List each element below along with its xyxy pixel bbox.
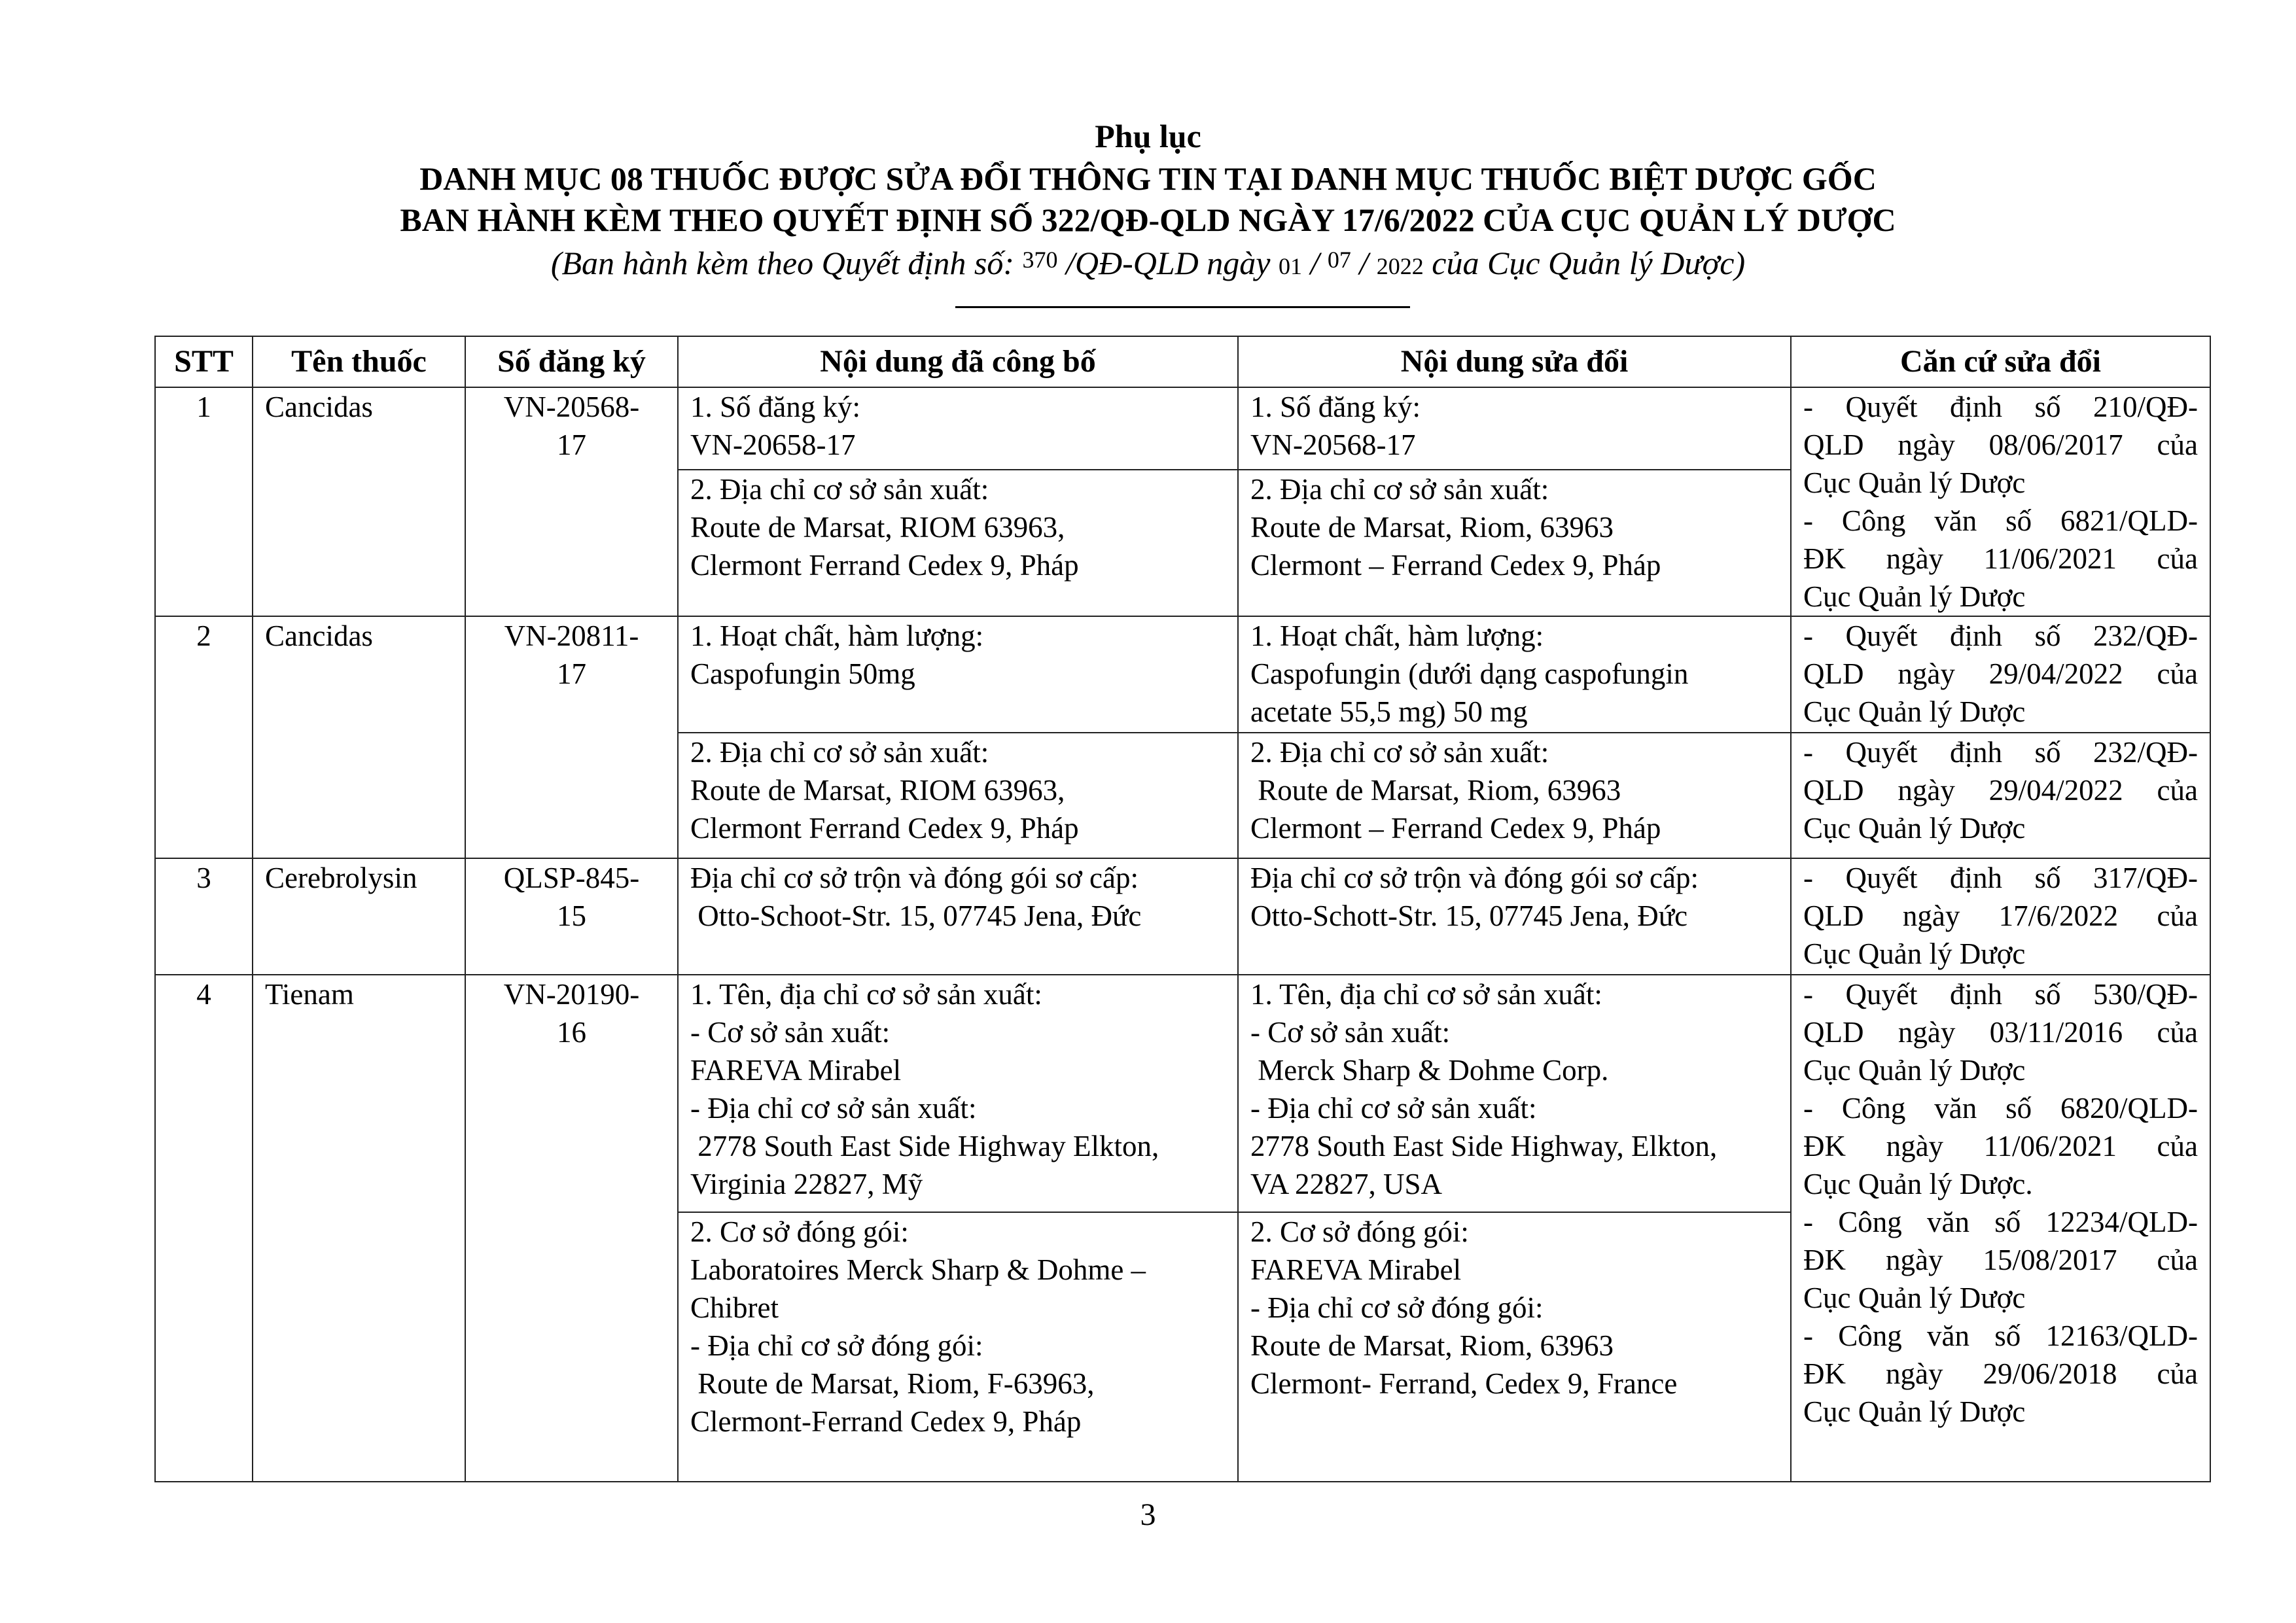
registration-number-line: VN-20190- [503, 978, 640, 1011]
basis-line: - Quyết định số 210/QĐ- [1803, 391, 2198, 423]
cell-stt: 2 [155, 616, 253, 858]
amended-content-line: VA 22827, USA [1250, 1168, 1442, 1200]
cell-published-content [678, 1212, 1238, 1482]
published-content-line: Virginia 22827, Mỹ [690, 1168, 923, 1200]
amended-content-line: acetate 55,5 mg) 50 mg [1250, 695, 1528, 728]
amended-content-line: Caspofungin (dưới dạng caspofungin [1250, 657, 1689, 690]
cell-drug-name: Cancidas [253, 616, 465, 858]
decision-year: 2022 [1376, 253, 1424, 279]
cell-registration-number [465, 858, 678, 975]
published-content-line: 1. Số đăng ký: [690, 391, 861, 423]
basis-line: Cục Quản lý Dược [1803, 1054, 2026, 1087]
amended-content-line: - Địa chỉ cơ sở đóng gói: [1250, 1291, 1544, 1324]
table-header-row [155, 336, 2210, 387]
amended-content-line: Route de Marsat, Riom, 63963 [1250, 1329, 1614, 1362]
amended-content-line: Route de Marsat, Riom, 63963 [1250, 511, 1614, 544]
published-content-line: Otto-Schoot-Str. 15, 07745 Jena, Đức [690, 899, 1142, 932]
amended-content-line: 2. Địa chỉ cơ sở sản xuất: [1250, 736, 1549, 769]
cell-drug-name: Tienam [253, 975, 465, 1482]
basis-line: QLD ngày 17/6/2022 của [1803, 899, 2198, 932]
cell-stt: 1 [155, 387, 253, 616]
column-header-drug-name: Tên thuốc [253, 336, 465, 387]
published-content-line: VN-20658-17 [690, 428, 856, 461]
cell-drug-name: Cerebrolysin [253, 858, 465, 975]
published-content-line: - Địa chỉ cơ sở đóng gói: [690, 1329, 983, 1362]
table-row [155, 858, 2210, 975]
table-row [155, 387, 2210, 470]
basis-line: - Công văn số 12163/QLD- [1803, 1319, 2198, 1352]
amended-content-line: Địa chỉ cơ sở trộn và đóng gói sơ cấp: [1250, 862, 1699, 894]
cell-amended-content [1238, 1212, 1791, 1482]
column-header-amended-content: Nội dung sửa đổi [1238, 336, 1791, 387]
basis-line: QLD ngày 08/06/2017 của [1803, 428, 2198, 461]
amended-content-line: 2778 South East Side Highway, Elkton, [1250, 1130, 1718, 1162]
published-content-line: - Địa chỉ cơ sở sản xuất: [690, 1092, 977, 1125]
amended-content-line: 1. Tên, địa chỉ cơ sở sản xuất: [1250, 978, 1602, 1011]
amended-content-line: 2. Cơ sở đóng gói: [1250, 1215, 1469, 1248]
basis-line: - Công văn số 12234/QLD- [1803, 1206, 2198, 1238]
title-divider [955, 306, 1410, 308]
cell-amended-content [1238, 733, 1791, 858]
document-title-line-2: BAN HÀNH KÈM THEO QUYẾT ĐỊNH SỐ 322/QĐ-QLD NGÀY 17/6/2022 CỦA CỤC QUẢN LÝ DƯỢC [400, 201, 1896, 238]
published-content-line: Caspofungin 50mg [690, 657, 915, 690]
basis-line: QLD ngày 29/04/2022 của [1803, 774, 2198, 807]
cell-amendment-basis [1791, 733, 2210, 858]
amended-content-line: VN-20568-17 [1250, 428, 1416, 461]
cell-published-content [678, 387, 1238, 470]
basis-line: ĐK ngày 11/06/2021 của [1803, 542, 2198, 575]
basis-line: Cục Quản lý Dược [1803, 695, 2026, 728]
decision-month: 07 [1327, 247, 1351, 273]
document-title-line-1: DANH MỤC 08 THUỐC ĐƯỢC SỬA ĐỔI THÔNG TIN TẠI DANH MỤC THUỐC BIỆT DƯỢC GỐC [419, 160, 1877, 197]
cell-published-content [678, 470, 1238, 616]
amended-content-line: Otto-Schott-Str. 15, 07745 Jena, Đức [1250, 899, 1688, 932]
published-content-line: Route de Marsat, RIOM 63963, [690, 511, 1065, 544]
basis-line: - Quyết định số 232/QĐ- [1803, 736, 2198, 769]
subtitle-mid: /QĐ-QLD ngày [1057, 245, 1279, 281]
registration-number-line: 17 [557, 428, 586, 461]
table-row [155, 975, 2210, 1212]
column-header-registration-number: Số đăng ký [465, 336, 678, 387]
amended-content-line: Clermont – Ferrand Cedex 9, Pháp [1250, 812, 1661, 845]
published-content-line: Laboratoires Merck Sharp & Dohme – [690, 1253, 1146, 1286]
published-content-line: Route de Marsat, RIOM 63963, [690, 774, 1065, 807]
amended-content-line: Route de Marsat, Riom, 63963 [1250, 774, 1621, 807]
basis-line: QLD ngày 29/04/2022 của [1803, 657, 2198, 690]
cell-amendment-basis [1791, 975, 2210, 1482]
cell-published-content [678, 858, 1238, 975]
cell-published-content [678, 733, 1238, 858]
amended-content-line: 1. Số đăng ký: [1250, 391, 1421, 423]
registration-number-line: 16 [557, 1016, 586, 1049]
cell-drug-name: Cancidas [253, 387, 465, 616]
basis-line: - Quyết định số 530/QĐ- [1803, 978, 2198, 1011]
published-content-line: 1. Tên, địa chỉ cơ sở sản xuất: [690, 978, 1042, 1011]
amended-content-line: Clermont- Ferrand, Cedex 9, France [1250, 1367, 1678, 1400]
published-content-line: Clermont Ferrand Cedex 9, Pháp [690, 812, 1079, 845]
column-header-stt: STT [155, 336, 253, 387]
published-content-line: 1. Hoạt chất, hàm lượng: [690, 620, 984, 652]
basis-line: Cục Quản lý Dược [1803, 937, 2026, 970]
basis-line: Cục Quản lý Dược [1803, 580, 2026, 613]
column-header-amendment-basis: Căn cứ sửa đổi [1791, 336, 2210, 387]
page-number: 3 [1140, 1497, 1156, 1532]
amended-content-line: - Địa chỉ cơ sở sản xuất: [1250, 1092, 1537, 1125]
published-content-line: FAREVA Mirabel [690, 1054, 902, 1087]
basis-line: - Quyết định số 317/QĐ- [1803, 862, 2198, 894]
basis-line: ĐK ngày 29/06/2018 của [1803, 1357, 2198, 1390]
basis-line: Cục Quản lý Dược. [1803, 1168, 2033, 1200]
published-content-line: - Cơ sở sản xuất: [690, 1016, 891, 1049]
registration-number-line: VN-20811- [504, 620, 639, 652]
basis-line: ĐK ngày 15/08/2017 của [1803, 1244, 2198, 1276]
basis-line: Cục Quản lý Dược [1803, 466, 2026, 499]
cell-amended-content [1238, 975, 1791, 1212]
published-content-line: Địa chỉ cơ sở trộn và đóng gói sơ cấp: [690, 862, 1139, 894]
column-header-published-content: Nội dung đã công bố [678, 336, 1238, 387]
cell-published-content [678, 975, 1238, 1212]
cell-amended-content [1238, 616, 1791, 733]
amended-content-line: - Cơ sở sản xuất: [1250, 1016, 1451, 1049]
cell-amended-content [1238, 387, 1791, 470]
basis-line: Cục Quản lý Dược [1803, 1395, 2026, 1428]
amended-drugs-table [154, 336, 2211, 1482]
amended-content-line: 2. Địa chỉ cơ sở sản xuất: [1250, 473, 1549, 506]
cell-amended-content [1238, 858, 1791, 975]
amended-content-line: Clermont – Ferrand Cedex 9, Pháp [1250, 549, 1661, 582]
subtitle-prefix: (Ban hành kèm theo Quyết định số: [550, 245, 1023, 281]
basis-line: ĐK ngày 11/06/2021 của [1803, 1130, 2198, 1162]
cell-registration-number [465, 616, 678, 858]
cell-amendment-basis [1791, 616, 2210, 733]
cell-published-content [678, 616, 1238, 733]
cell-amended-content [1238, 470, 1791, 616]
table-body [155, 387, 2210, 1482]
registration-number-line: 17 [557, 657, 586, 690]
date-separator-2: / [1351, 245, 1377, 281]
registration-number-line: QLSP-845- [503, 862, 640, 894]
appendix-label: Phụ lục [1095, 118, 1201, 154]
amended-content-line: 1. Hoạt chất, hàm lượng: [1250, 620, 1544, 652]
basis-line: QLD ngày 03/11/2016 của [1803, 1016, 2198, 1049]
cell-amendment-basis [1791, 387, 2210, 616]
cell-amendment-basis [1791, 858, 2210, 975]
amended-content-line: Merck Sharp & Dohme Corp. [1250, 1054, 1609, 1087]
decision-day: 01 [1278, 253, 1302, 279]
published-content-line: 2. Địa chỉ cơ sở sản xuất: [690, 736, 989, 769]
table-row [155, 616, 2210, 733]
issuance-subtitle [0, 243, 2296, 286]
cell-registration-number [465, 975, 678, 1482]
published-content-line: 2778 South East Side Highway Elkton, [690, 1130, 1159, 1162]
basis-line: - Công văn số 6821/QLD- [1803, 504, 2198, 537]
registration-number-line: VN-20568- [503, 391, 640, 423]
registration-number-line: 15 [557, 899, 586, 932]
published-content-line: Clermont Ferrand Cedex 9, Pháp [690, 549, 1079, 582]
subtitle-suffix: của Cục Quản lý Dược) [1423, 245, 1746, 281]
published-content-line: 2. Địa chỉ cơ sở sản xuất: [690, 473, 989, 506]
basis-line: Cục Quản lý Dược [1803, 1282, 2026, 1314]
basis-line: - Quyết định số 232/QĐ- [1803, 620, 2198, 652]
published-content-line: 2. Cơ sở đóng gói: [690, 1215, 909, 1248]
published-content-line: Chibret [690, 1291, 779, 1324]
cell-stt: 3 [155, 858, 253, 975]
published-content-line: Clermont-Ferrand Cedex 9, Pháp [690, 1405, 1082, 1438]
date-separator-1: / [1301, 245, 1328, 281]
basis-line: - Công văn số 6820/QLD- [1803, 1092, 2198, 1125]
published-content-line: Route de Marsat, Riom, F-63963, [690, 1367, 1095, 1400]
decision-number: 370 [1022, 247, 1058, 273]
cell-registration-number [465, 387, 678, 616]
basis-line: Cục Quản lý Dược [1803, 812, 2026, 845]
amended-content-line: FAREVA Mirabel [1250, 1253, 1462, 1286]
cell-stt: 4 [155, 975, 253, 1482]
